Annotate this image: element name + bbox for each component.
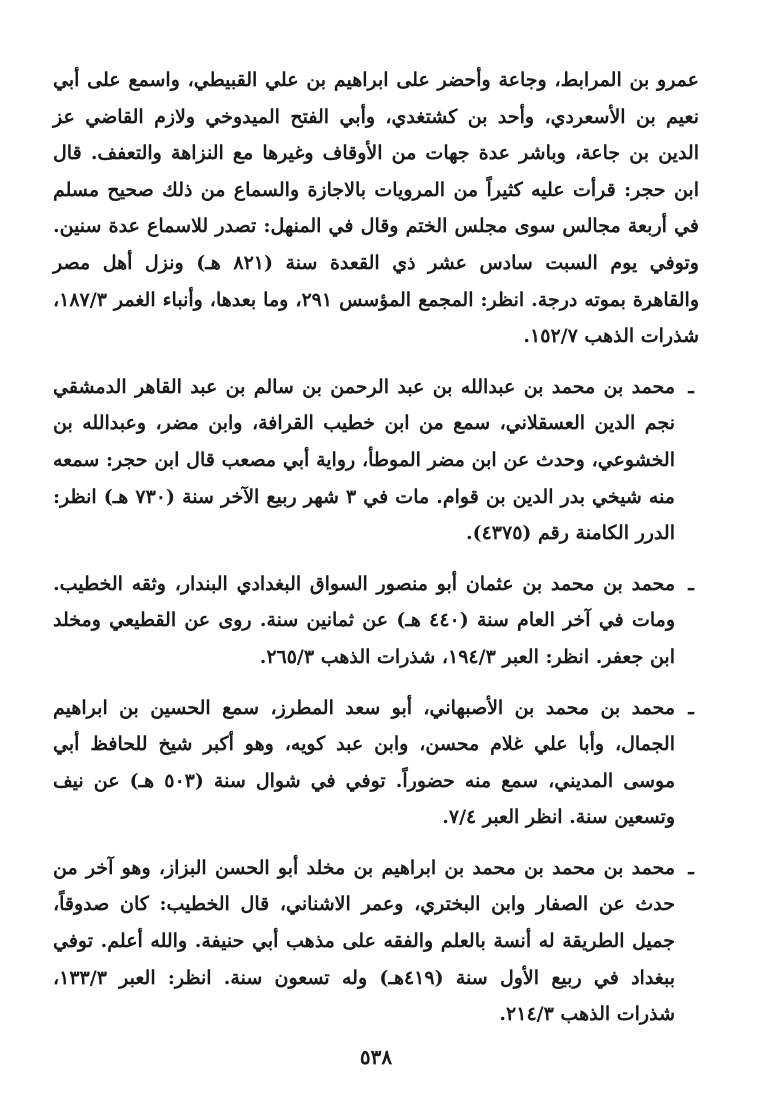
entry-text: محمد بن محمد بن عثمان أبو منصور السواق البغدادي البندار، وثقه الخطيب. ومات في آخر العام سنة (٤٤٠ هـ) عن ثمانين سنة. روى عن القطيعي ومخلد ابن جعفر. انظر: العبر ١٩٤/٣، شذرات الذهب ٢٦٥/٣. [53,572,675,668]
entry-dash: ـ [688,856,694,879]
entry-item [53,369,699,552]
entry-text: محمد بن محمد بن عبدالله بن عبد الرحمن بن سالم بن عبد القاهر الدمشقي نجم الدين العسقلاني، سمع من ابن خطيب القرافة، وابن مضر، وعبدالله بن الخشوعي، وحدث عن ابن مضر الموطأ، رواية أبي مصعب قال ابن حجر: سمعه منه شيخي بدر الدين بن قوام. مات في ٣ شهر ربيع الآخر سنة (٧٣٠ هـ) انظر: الدرر الكامنة رقم (٤٣٧٥). [53,375,675,545]
page-number: ٥٣٨ [359,1045,393,1069]
entry-item [53,690,699,836]
entry-item [53,566,699,676]
entry-continuation [53,62,699,355]
entry-dash: ـ [688,696,694,719]
entry-text: عمرو بن المرابط، وجاعة وأحضر على ابراهيم بن علي القبيطي، واسمع على أبي نعيم بن الأسعردي، وأحد بن كشتغدي، وأبي الفتح الميدوخي ولازم القاضي عز الدين بن جاعة، وباشر عدة جهات من الأوقاف وغيرها مع النزاهة والتعفف. قال ابن حجر: قرأت عليه كثيراً من المرويات بالاجازة والسماع من ذلك صحيح مسلم في أربعة مجالس سوى مجلس الختم وقال في المنهل: تصدر للاسماع عدة سنين. وتوفي يوم السبت سادس عشر ذي القعدة سنة (٨٢١ هـ) ونزل أهل مصر والقاهرة بموته درجة. انظر: المجمع المؤسس ٢٩١، وما بعدها، وأنباء الغمر ١٨٧/٣، شذرات الذهب ١٥٢/٧. [53,69,699,348]
entry-text: محمد بن محمد بن الأصبهاني، أبو سعد المطرز، سمع الحسين بن ابراهيم الجمال، وأبا علي غلام محسن، وابن عبد كويه، وهو أكبر شيخ للحافظ أبي موسى المديني، سمع منه حضوراً. توفي في شوال سنة (٥٠٣ هـ) عن نيف وتسعين سنة. انظر العبر ٧/٤. [53,696,675,829]
entry-item [53,850,699,1033]
entry-text: محمد بن محمد بن محمد بن ابراهيم بن مخلد أبو الحسن البزاز، وهو آخر من حدث عن الصفار وابن البختري، وعمر الاشناني، قال الخطيب: كان صدوقاً، جميل الطريقة له أنسة بالعلم والفقه على مذهب أبي حنيفة. والله أعلم. توفي ببغداد في ربيع الأول سنة (٤١٩هـ) وله تسعون سنة. انظر: العبر ١٣٣/٣، شذرات الذهب ٢١٤/٣. [53,856,675,1026]
entry-dash: ـ [688,375,694,398]
entry-dash: ـ [688,572,694,595]
page-body [53,62,699,1069]
